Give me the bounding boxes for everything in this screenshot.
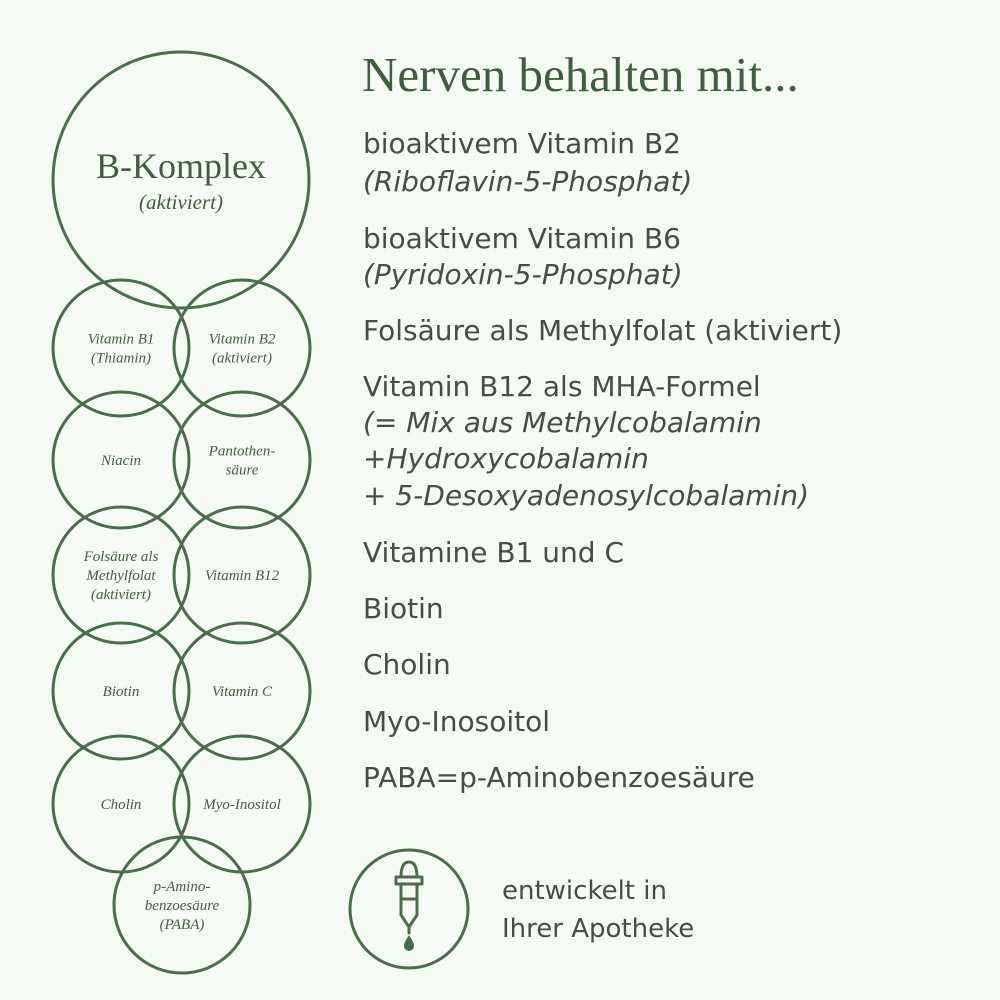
ingredient-b2: bioaktivem Vitamin B2 [363,127,681,160]
nutrient-label: Myo-Inositol [203,797,281,813]
nutrient-label: Niacin [101,453,141,469]
badge-line-1: entwickelt in [502,876,667,906]
nutrient-label: Vitamin C [211,684,273,700]
ingredient-myo-inosoitol: Myo-Inosoitol [363,705,551,738]
nutrient-label: Folsäure als [83,549,159,565]
ingredient-b6-detail: (Pyridoxin-5-Phosphat) [363,258,683,291]
badge-text [502,872,694,948]
nutrient-label: (aktiviert) [212,350,272,367]
ingredient-b12-detail-2: +Hydroxycobalamin [363,442,649,475]
nutrient-label: Pantothen- [208,443,276,460]
nutrient-label: säure [225,462,259,479]
nutrient-label: (aktiviert) [91,587,151,603]
b-komplex-title: B-Komplex [96,146,266,186]
nutrient-label: Vitamin B12 [204,568,280,584]
nutrient-circle [53,280,189,416]
ingredient-b1-c: Vitamine B1 und C [363,536,625,569]
ingredient-b12: Vitamin B12 als MHA-Formel [363,370,761,403]
badge-line-2: Ihrer Apotheke [502,914,695,944]
nutrient-label: Cholin [100,797,142,813]
ingredient-b6: bioaktivem Vitamin B6 [363,222,681,255]
nutrient-label: Methylfolat [86,568,156,584]
dropper-icon [347,847,471,971]
ingredient-folsaeure: Folsäure als Methylfolat (aktiviert) [363,314,843,347]
nutrient-label: benzoesäure [144,898,220,914]
ingredient-b2-detail: (Riboflavin-5-Phosphat) [363,165,693,198]
page-heading: Nerven behalten mit... [362,47,799,102]
nutrient-circle [174,280,310,416]
ingredient-b12-detail-1: (= Mix aus Methylcobalamin [363,406,762,439]
ingredient-b12-detail-3: + 5-Desoxyadenosylcobalamin) [363,479,810,512]
ingredient-cholin: Cholin [363,648,451,681]
b-komplex-subtitle: (aktiviert) [139,190,223,214]
nutrient-label: (PABA) [159,917,205,933]
nutrient-label: Vitamin B1 [87,331,155,348]
nutrient-label: (Thiamin) [91,350,151,367]
nutrient-label: Biotin [102,684,140,700]
ingredient-biotin: Biotin [363,592,444,625]
ingredient-paba: PABA=p-Aminobenzoesäure [363,761,755,794]
nutrient-label: Vitamin B2 [208,331,276,348]
nutrient-label: p-Amino- [153,879,211,895]
